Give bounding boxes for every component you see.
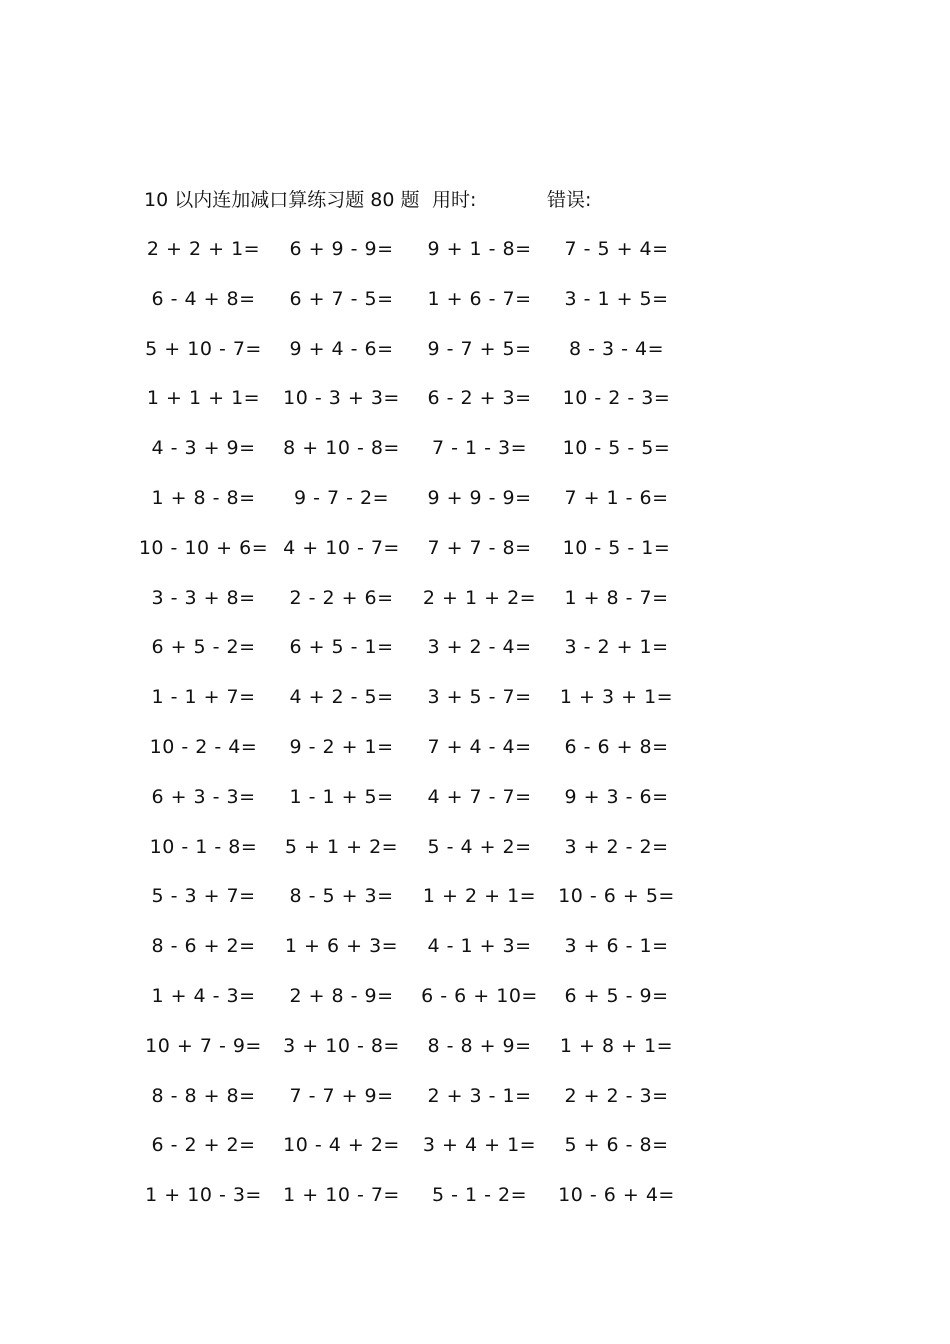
problem-item: 8 + 10 - 8= bbox=[283, 437, 400, 460]
problem-item: 6 - 6 + 10= bbox=[421, 984, 538, 1007]
problem-item: 9 - 2 + 1= bbox=[289, 735, 394, 758]
problem-row bbox=[0, 533, 950, 583]
problem-row bbox=[0, 832, 950, 882]
problem-item: 7 - 5 + 4= bbox=[564, 238, 669, 260]
problem-item: 9 + 1 - 8= bbox=[427, 238, 532, 260]
problem-item: 1 + 3 + 1= bbox=[559, 686, 674, 709]
problem-item: 9 - 7 + 5= bbox=[427, 337, 532, 360]
problem-item: 7 - 7 + 9= bbox=[289, 1084, 394, 1107]
time-label: 用时: bbox=[432, 189, 477, 211]
problem-row bbox=[0, 1180, 950, 1230]
problem-item: 4 + 2 - 5= bbox=[289, 686, 394, 709]
problem-row bbox=[0, 433, 950, 483]
problem-item: 1 + 2 + 1= bbox=[422, 885, 537, 908]
problem-item: 6 - 6 + 8= bbox=[564, 735, 669, 758]
problem-item: 6 + 5 - 9= bbox=[564, 984, 669, 1007]
problem-item: 1 + 8 + 1= bbox=[559, 1034, 674, 1057]
worksheet-header bbox=[0, 186, 950, 214]
problem-item: 1 - 1 + 7= bbox=[151, 686, 256, 709]
problem-item: 1 + 4 - 3= bbox=[151, 984, 256, 1007]
problem-item: 1 + 10 - 3= bbox=[145, 1184, 262, 1207]
problem-item: 8 - 8 + 9= bbox=[427, 1034, 532, 1057]
problem-item: 10 - 2 - 4= bbox=[149, 735, 258, 758]
problem-item: 10 - 3 + 3= bbox=[283, 387, 400, 410]
problem-row bbox=[0, 682, 950, 732]
problem-item: 4 + 7 - 7= bbox=[427, 785, 532, 808]
problem-row bbox=[0, 1081, 950, 1131]
problem-item: 4 + 10 - 7= bbox=[283, 536, 400, 559]
problem-item: 5 - 3 + 7= bbox=[151, 885, 256, 908]
problem-row bbox=[0, 334, 950, 384]
problem-item: 2 + 8 - 9= bbox=[289, 984, 394, 1007]
problem-item: 7 + 4 - 4= bbox=[427, 735, 532, 758]
problem-item: 6 - 2 + 3= bbox=[427, 387, 532, 410]
problem-item: 2 + 3 - 1= bbox=[427, 1084, 532, 1107]
problem-item: 2 + 2 - 3= bbox=[564, 1084, 669, 1107]
problem-item: 10 - 2 - 3= bbox=[562, 387, 671, 410]
problem-item: 6 - 2 + 2= bbox=[151, 1134, 256, 1157]
problem-row bbox=[0, 881, 950, 931]
problem-item: 6 - 4 + 8= bbox=[151, 287, 256, 310]
problem-item: 9 + 9 - 9= bbox=[427, 486, 532, 509]
error-label: 错误: bbox=[547, 189, 592, 211]
problem-item: 5 + 10 - 7= bbox=[145, 337, 262, 360]
problem-item: 1 + 8 - 8= bbox=[151, 486, 256, 509]
problem-row bbox=[0, 632, 950, 682]
problem-item: 8 - 8 + 8= bbox=[151, 1084, 256, 1107]
problem-row bbox=[0, 732, 950, 782]
problem-item: 9 + 4 - 6= bbox=[289, 337, 394, 360]
problem-grid bbox=[0, 234, 950, 1230]
problem-item: 5 - 1 - 2= bbox=[431, 1184, 528, 1207]
problem-item: 1 + 6 - 7= bbox=[427, 287, 532, 310]
problem-item: 6 + 5 - 2= bbox=[151, 636, 256, 659]
problem-item: 3 - 2 + 1= bbox=[564, 636, 669, 659]
problem-item: 5 + 1 + 2= bbox=[284, 835, 399, 858]
problem-row bbox=[0, 234, 950, 284]
problem-row bbox=[0, 931, 950, 981]
problem-item: 6 + 7 - 5= bbox=[289, 287, 394, 310]
problem-item: 2 + 2 + 1= bbox=[146, 238, 261, 260]
worksheet-title: 10 以内连加减口算练习题 80 题 bbox=[144, 189, 420, 211]
problem-item: 7 + 1 - 6= bbox=[564, 486, 669, 509]
problem-row bbox=[0, 284, 950, 334]
problem-item: 3 + 6 - 1= bbox=[564, 935, 669, 958]
problem-item: 10 - 6 + 4= bbox=[558, 1184, 675, 1207]
problem-item: 1 + 1 + 1= bbox=[146, 387, 261, 410]
problem-item: 3 + 5 - 7= bbox=[427, 686, 532, 709]
problem-item: 2 + 1 + 2= bbox=[422, 586, 537, 609]
problem-item: 10 - 10 + 6= bbox=[138, 536, 269, 559]
problem-item: 4 - 3 + 9= bbox=[151, 437, 256, 460]
problem-row bbox=[0, 981, 950, 1031]
problem-row bbox=[0, 383, 950, 433]
problem-item: 7 + 7 - 8= bbox=[427, 536, 532, 559]
problem-item: 10 + 7 - 9= bbox=[145, 1034, 262, 1057]
problem-item: 8 - 6 + 2= bbox=[151, 935, 256, 958]
problem-item: 10 - 4 + 2= bbox=[283, 1134, 400, 1157]
problem-item: 3 + 2 - 2= bbox=[564, 835, 669, 858]
problem-item: 6 + 3 - 3= bbox=[151, 785, 256, 808]
problem-item: 10 - 1 - 8= bbox=[149, 835, 258, 858]
problem-item: 8 - 5 + 3= bbox=[289, 885, 394, 908]
problem-item: 1 + 8 - 7= bbox=[564, 586, 669, 609]
problem-item: 1 + 6 + 3= bbox=[284, 935, 399, 958]
problem-item: 3 - 1 + 5= bbox=[564, 287, 669, 310]
problem-row bbox=[0, 782, 950, 832]
problem-row bbox=[0, 1031, 950, 1081]
problem-item: 10 - 5 - 1= bbox=[562, 536, 671, 559]
problem-item: 7 - 1 - 3= bbox=[431, 437, 528, 460]
problem-item: 1 + 10 - 7= bbox=[283, 1184, 400, 1207]
problem-item: 1 - 1 + 5= bbox=[289, 785, 394, 808]
problem-item: 10 - 6 + 5= bbox=[558, 885, 675, 908]
problem-item: 5 + 6 - 8= bbox=[564, 1134, 669, 1157]
problem-item: 4 - 1 + 3= bbox=[427, 935, 532, 958]
problem-item: 3 - 3 + 8= bbox=[151, 586, 256, 609]
problem-row bbox=[0, 1130, 950, 1180]
problem-item: 3 + 2 - 4= bbox=[427, 636, 532, 659]
problem-item: 10 - 5 - 5= bbox=[562, 437, 671, 460]
problem-item: 3 + 4 + 1= bbox=[422, 1134, 537, 1157]
problem-item: 8 - 3 - 4= bbox=[568, 337, 665, 360]
problem-row bbox=[0, 583, 950, 633]
problem-item: 5 - 4 + 2= bbox=[427, 835, 532, 858]
problem-item: 3 + 10 - 8= bbox=[283, 1034, 400, 1057]
problem-row bbox=[0, 483, 950, 533]
problem-item: 9 + 3 - 6= bbox=[564, 785, 669, 808]
problem-item: 6 + 5 - 1= bbox=[289, 636, 394, 659]
problem-item: 9 - 7 - 2= bbox=[293, 486, 390, 509]
problem-item: 2 - 2 + 6= bbox=[289, 586, 394, 609]
problem-item: 6 + 9 - 9= bbox=[289, 238, 394, 260]
